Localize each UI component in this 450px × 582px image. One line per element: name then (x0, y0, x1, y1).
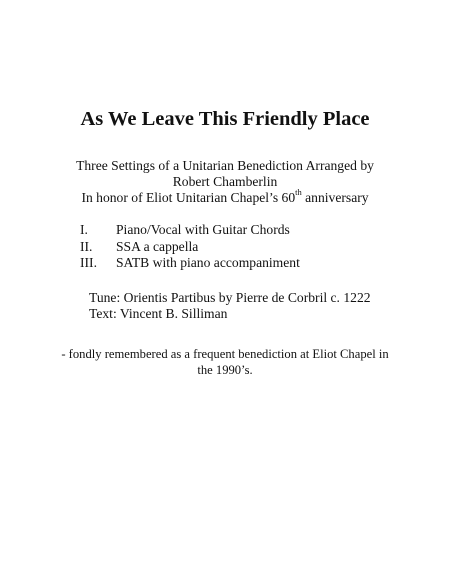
list-numeral: I. (80, 222, 88, 237)
text-credit: Text: Vincent B. Silliman (89, 306, 228, 321)
list-numeral: II. (80, 238, 93, 254)
subtitle-line-1: Three Settings of a Unitarian Benediction Arranged by (76, 158, 374, 173)
dedication-text: In honor of Eliot Unitarian Chapel’s 60 (81, 190, 296, 205)
dedication-end: anniversary (301, 190, 369, 205)
list-text: Piano/Vocal with Guitar Chords (116, 222, 290, 237)
tune-credit: Tune: Orientis Partibus by Pierre de Corbril c. 1222 (89, 290, 371, 305)
arranger-name: Robert Chamberlin (172, 174, 278, 189)
note-line-2: the 1990’s. (197, 363, 253, 377)
list-text: SATB with piano accompaniment (116, 255, 300, 270)
dedication-line (0, 187, 450, 206)
page-title: As We Leave This Friendly Place (80, 108, 370, 130)
ordinal-suffix: th (295, 187, 302, 198)
note-line-1: - fondly remembered as a frequent benediction at Eliot Chapel in (61, 347, 389, 361)
subtitle-block (0, 158, 450, 206)
list-text: SSA a cappella (116, 238, 199, 254)
list-numeral: III. (80, 255, 97, 270)
remembrance-note (0, 346, 450, 378)
credits-block (89, 290, 371, 322)
